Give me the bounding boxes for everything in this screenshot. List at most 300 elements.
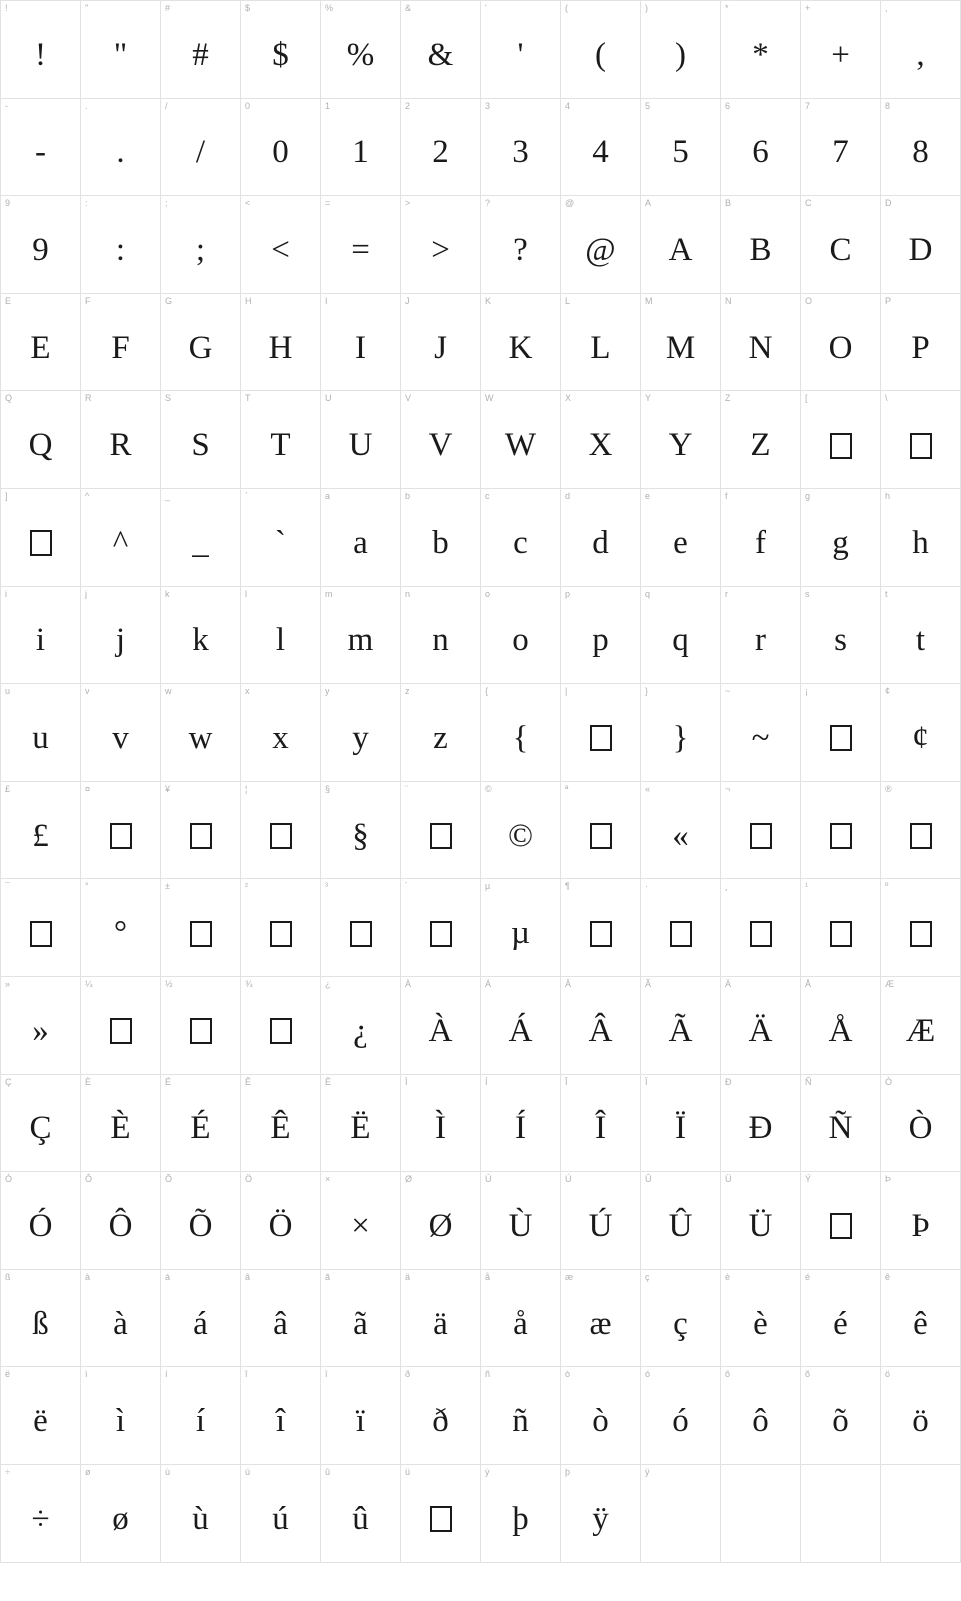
glyph-code-label: × — [325, 1174, 331, 1185]
glyph-preview: k — [192, 622, 209, 659]
glyph-cell[interactable] — [881, 977, 961, 1075]
glyph-cell[interactable] — [401, 879, 481, 977]
glyph-code-label: Ó — [5, 1174, 13, 1185]
glyph-code-label: Ò — [885, 1076, 893, 1087]
glyph-cell[interactable] — [81, 977, 161, 1075]
glyph-preview: Ó — [28, 1207, 53, 1244]
glyph-cell[interactable] — [401, 99, 481, 197]
glyph-cell[interactable] — [81, 391, 161, 489]
glyph-cell[interactable] — [401, 977, 481, 1075]
glyph-preview: q — [672, 622, 689, 659]
glyph-cell[interactable] — [561, 489, 641, 587]
glyph-preview: ê — [913, 1305, 928, 1342]
glyph-preview: I — [355, 329, 366, 366]
glyph-cell[interactable] — [1, 684, 81, 782]
glyph-cell[interactable] — [801, 1367, 881, 1465]
glyph-cell[interactable] — [81, 1, 161, 99]
glyph-cell[interactable] — [1, 1, 81, 99]
glyph-cell[interactable] — [641, 1, 721, 99]
missing-glyph-icon — [561, 879, 640, 976]
glyph-code-label: q — [645, 588, 651, 599]
glyph-cell[interactable] — [481, 587, 561, 685]
glyph-cell[interactable] — [81, 1270, 161, 1368]
glyph-code-label: f — [725, 490, 728, 501]
glyph-cell[interactable] — [801, 782, 881, 880]
glyph-preview: » — [32, 1012, 49, 1049]
glyph-cell[interactable] — [481, 1270, 561, 1368]
glyph-cell[interactable] — [161, 782, 241, 880]
glyph-cell[interactable] — [801, 294, 881, 392]
glyph-cell[interactable] — [161, 99, 241, 197]
glyph-cell[interactable] — [241, 587, 321, 685]
glyph-cell[interactable] — [1, 1465, 81, 1563]
glyph-code-label: d — [565, 490, 571, 501]
glyph-cell[interactable] — [641, 1465, 721, 1563]
glyph-preview: ð — [432, 1403, 449, 1440]
glyph-cell[interactable] — [161, 977, 241, 1075]
glyph-code-label: ä — [405, 1271, 411, 1282]
glyph-code-label: ± — [165, 881, 170, 892]
glyph-cell[interactable] — [321, 1367, 401, 1465]
glyph-preview: 8 — [912, 134, 929, 171]
glyph-cell[interactable] — [161, 294, 241, 392]
glyph-cell[interactable] — [81, 1367, 161, 1465]
glyph-cell[interactable] — [321, 977, 401, 1075]
glyph-cell[interactable] — [881, 391, 961, 489]
glyph-cell[interactable] — [321, 587, 401, 685]
glyph-preview: ^ — [112, 524, 129, 561]
glyph-cell[interactable] — [801, 977, 881, 1075]
glyph-code-label: ì — [85, 1369, 88, 1380]
glyph-cell[interactable] — [241, 684, 321, 782]
glyph-preview: V — [428, 427, 453, 464]
glyph-cell[interactable] — [481, 684, 561, 782]
glyph-cell[interactable] — [401, 1075, 481, 1173]
glyph-cell[interactable] — [81, 782, 161, 880]
glyph-cell[interactable] — [721, 879, 801, 977]
glyph-cell[interactable] — [401, 782, 481, 880]
glyph-cell[interactable] — [721, 1270, 801, 1368]
glyph-preview: £ — [32, 817, 49, 854]
glyph-cell[interactable] — [241, 196, 321, 294]
glyph-cell[interactable] — [561, 1270, 641, 1368]
glyph-preview: Ú — [588, 1207, 613, 1244]
glyph-cell[interactable] — [481, 977, 561, 1075]
glyph-preview: Ö — [268, 1207, 293, 1244]
glyph-cell[interactable] — [561, 1172, 641, 1270]
glyph-preview: µ — [510, 915, 530, 952]
glyph-code-label: Ì — [405, 1076, 408, 1087]
glyph-cell[interactable] — [881, 1465, 961, 1563]
glyph-cell[interactable] — [801, 99, 881, 197]
glyph-code-label: Ô — [85, 1174, 93, 1185]
glyph-cell[interactable] — [881, 587, 961, 685]
glyph-cell[interactable] — [321, 294, 401, 392]
glyph-cell[interactable] — [561, 391, 641, 489]
glyph-code-label: ô — [725, 1369, 731, 1380]
glyph-code-label: x — [245, 686, 250, 697]
glyph-cell[interactable] — [241, 489, 321, 587]
glyph-cell[interactable] — [641, 879, 721, 977]
glyph-preview: Ì — [435, 1110, 446, 1147]
glyph-cell[interactable] — [1, 391, 81, 489]
glyph-preview: K — [508, 329, 533, 366]
glyph-preview: Ü — [748, 1207, 773, 1244]
glyph-code-label: Â — [565, 978, 572, 989]
glyph-preview: ã — [353, 1305, 368, 1342]
glyph-cell[interactable] — [1, 1270, 81, 1368]
glyph-code-label: Ú — [565, 1174, 572, 1185]
glyph-cell[interactable] — [641, 294, 721, 392]
glyph-preview: 0 — [272, 134, 289, 171]
glyph-code-label: , — [885, 3, 888, 13]
glyph-cell[interactable] — [241, 1270, 321, 1368]
glyph-cell[interactable] — [881, 294, 961, 392]
glyph-code-label: í — [165, 1369, 168, 1380]
glyph-cell[interactable] — [641, 782, 721, 880]
glyph-code-label: [ — [805, 393, 808, 404]
glyph-preview: § — [352, 817, 369, 854]
glyph-preview: Ñ — [828, 1110, 853, 1147]
glyph-cell[interactable] — [241, 99, 321, 197]
glyph-cell[interactable] — [721, 391, 801, 489]
glyph-cell[interactable] — [561, 1465, 641, 1563]
glyph-cell[interactable] — [641, 1075, 721, 1173]
glyph-code-label: É — [165, 1076, 172, 1087]
glyph-preview: t — [915, 622, 926, 659]
glyph-code-label: M — [645, 295, 653, 306]
glyph-cell[interactable] — [481, 1, 561, 99]
glyph-cell[interactable] — [161, 1465, 241, 1563]
glyph-cell[interactable] — [721, 489, 801, 587]
glyph-cell[interactable] — [241, 879, 321, 977]
glyph-preview: Å — [828, 1012, 853, 1049]
glyph-code-label: õ — [805, 1369, 811, 1380]
glyph-cell[interactable] — [881, 1075, 961, 1173]
glyph-cell[interactable] — [801, 196, 881, 294]
glyph-cell[interactable] — [401, 1270, 481, 1368]
glyph-cell[interactable] — [641, 1172, 721, 1270]
glyph-cell[interactable] — [241, 1, 321, 99]
glyph-cell[interactable] — [401, 1, 481, 99]
glyph-cell[interactable] — [241, 1172, 321, 1270]
glyph-cell[interactable] — [161, 196, 241, 294]
glyph-cell[interactable] — [241, 294, 321, 392]
glyph-cell[interactable] — [401, 489, 481, 587]
missing-glyph-icon — [161, 879, 240, 976]
glyph-cell[interactable] — [481, 1465, 561, 1563]
glyph-code-label: ó — [645, 1369, 651, 1380]
glyph-code-label: Å — [805, 978, 812, 989]
missing-glyph-icon — [81, 977, 160, 1074]
glyph-code-label: w — [165, 686, 172, 697]
glyph-code-label: ½ — [165, 978, 173, 989]
glyph-code-label: Ø — [405, 1174, 413, 1185]
glyph-cell[interactable] — [561, 684, 641, 782]
glyph-preview: Á — [508, 1012, 533, 1049]
glyph-cell[interactable] — [801, 1270, 881, 1368]
glyph-cell[interactable] — [321, 391, 401, 489]
glyph-cell[interactable] — [321, 1270, 401, 1368]
glyph-cell[interactable] — [1, 977, 81, 1075]
glyph-cell[interactable] — [481, 196, 561, 294]
glyph-code-label: ï — [325, 1369, 328, 1380]
glyph-cell[interactable] — [321, 782, 401, 880]
glyph-cell[interactable] — [801, 489, 881, 587]
glyph-cell[interactable] — [81, 1075, 161, 1173]
glyph-preview: û — [352, 1500, 369, 1537]
glyph-cell[interactable] — [161, 1172, 241, 1270]
glyph-cell[interactable] — [481, 1367, 561, 1465]
glyph-cell[interactable] — [881, 99, 961, 197]
glyph-cell[interactable] — [401, 391, 481, 489]
glyph-cell[interactable] — [561, 879, 641, 977]
glyph-cell[interactable] — [801, 1, 881, 99]
glyph-code-label: b — [405, 490, 411, 501]
glyph-preview: ÿ — [592, 1500, 609, 1537]
glyph-cell[interactable] — [161, 587, 241, 685]
glyph-cell[interactable] — [481, 391, 561, 489]
glyph-cell[interactable] — [881, 684, 961, 782]
glyph-code-label: ¯ — [5, 881, 10, 892]
glyph-cell[interactable] — [481, 489, 561, 587]
glyph-cell[interactable] — [721, 977, 801, 1075]
glyph-cell[interactable] — [401, 1172, 481, 1270]
glyph-cell[interactable] — [161, 1, 241, 99]
glyph-cell[interactable] — [1, 879, 81, 977]
glyph-code-label: ; — [165, 198, 168, 209]
glyph-cell[interactable] — [161, 1270, 241, 1368]
glyph-code-label: j — [85, 588, 87, 599]
missing-glyph-icon — [321, 879, 400, 976]
glyph-preview: J — [434, 329, 447, 366]
glyph-cell[interactable] — [881, 1270, 961, 1368]
glyph-cell[interactable] — [81, 684, 161, 782]
glyph-cell[interactable] — [1, 196, 81, 294]
glyph-code-label: Ü — [725, 1174, 732, 1185]
glyph-cell[interactable] — [721, 1465, 801, 1563]
glyph-cell[interactable] — [401, 587, 481, 685]
glyph-cell[interactable] — [721, 1367, 801, 1465]
glyph-cell[interactable] — [721, 99, 801, 197]
glyph-code-label: n — [405, 588, 411, 599]
glyph-preview: r — [755, 622, 766, 659]
glyph-cell[interactable] — [1, 1367, 81, 1465]
glyph-cell[interactable] — [801, 684, 881, 782]
glyph-cell[interactable] — [881, 879, 961, 977]
glyph-cell[interactable] — [1, 587, 81, 685]
glyph-code-label: ð — [405, 1369, 411, 1380]
glyph-preview: ° — [113, 915, 128, 952]
glyph-cell[interactable] — [721, 684, 801, 782]
glyph-cell[interactable] — [81, 1465, 161, 1563]
glyph-cell[interactable] — [721, 782, 801, 880]
glyph-cell[interactable] — [881, 489, 961, 587]
missing-glyph-icon — [401, 879, 480, 976]
glyph-cell[interactable] — [881, 1367, 961, 1465]
glyph-cell[interactable] — [401, 684, 481, 782]
glyph-cell[interactable] — [1, 294, 81, 392]
glyph-cell[interactable] — [721, 294, 801, 392]
missing-glyph-icon — [801, 684, 880, 781]
glyph-cell[interactable] — [161, 879, 241, 977]
glyph-preview: ¢ — [912, 719, 929, 756]
glyph-code-label: « — [645, 783, 651, 794]
glyph-cell[interactable] — [81, 587, 161, 685]
glyph-preview: Ù — [508, 1207, 533, 1244]
glyph-cell[interactable] — [1, 489, 81, 587]
glyph-cell[interactable] — [721, 1075, 801, 1173]
glyph-cell[interactable] — [321, 99, 401, 197]
glyph-cell[interactable] — [81, 489, 161, 587]
glyph-cell[interactable] — [561, 99, 641, 197]
glyph-cell[interactable] — [481, 1172, 561, 1270]
glyph-code-label: Q — [5, 393, 13, 404]
glyph-cell[interactable] — [321, 684, 401, 782]
glyph-cell[interactable] — [721, 196, 801, 294]
glyph-cell[interactable] — [161, 391, 241, 489]
glyph-cell[interactable] — [481, 99, 561, 197]
glyph-cell[interactable] — [641, 684, 721, 782]
glyph-code-label: Ç — [5, 1076, 12, 1087]
glyph-cell[interactable] — [321, 196, 401, 294]
glyph-preview: Ò — [908, 1110, 933, 1147]
glyph-cell[interactable] — [161, 1075, 241, 1173]
glyph-cell[interactable] — [561, 1075, 641, 1173]
glyph-cell[interactable] — [241, 782, 321, 880]
glyph-preview: i — [35, 622, 46, 659]
glyph-code-label: ¦ — [245, 783, 248, 794]
glyph-preview: ( — [595, 36, 606, 73]
glyph-cell[interactable] — [561, 1367, 641, 1465]
glyph-cell[interactable] — [641, 489, 721, 587]
glyph-cell[interactable] — [561, 587, 641, 685]
glyph-cell[interactable] — [1, 782, 81, 880]
glyph-code-label: ~ — [725, 686, 731, 697]
glyph-cell[interactable] — [241, 1367, 321, 1465]
glyph-code-label: 9 — [5, 198, 11, 209]
glyph-cell[interactable] — [561, 1, 641, 99]
glyph-preview: = — [351, 231, 370, 268]
glyph-cell[interactable] — [481, 294, 561, 392]
glyph-cell[interactable] — [481, 782, 561, 880]
glyph-cell[interactable] — [561, 977, 641, 1075]
glyph-cell[interactable] — [241, 1465, 321, 1563]
glyph-preview: e — [673, 524, 688, 561]
glyph-preview: Ê — [270, 1110, 291, 1147]
glyph-preview: F — [111, 329, 130, 366]
glyph-code-label: ¹ — [805, 881, 808, 892]
glyph-preview: 9 — [32, 231, 49, 268]
glyph-cell[interactable] — [81, 99, 161, 197]
glyph-cell[interactable] — [721, 1172, 801, 1270]
glyph-cell[interactable] — [641, 391, 721, 489]
glyph-code-label: § — [325, 783, 331, 794]
glyph-cell[interactable] — [801, 1172, 881, 1270]
glyph-preview: è — [753, 1305, 768, 1342]
glyph-cell[interactable] — [161, 1367, 241, 1465]
glyph-cell[interactable] — [81, 879, 161, 977]
glyph-preview: % — [346, 36, 375, 73]
missing-glyph-icon — [561, 782, 640, 879]
glyph-code-label: I — [325, 295, 328, 306]
glyph-code-label: \ — [885, 393, 888, 404]
glyph-cell[interactable] — [801, 587, 881, 685]
glyph-cell[interactable] — [401, 196, 481, 294]
glyph-preview: Ï — [675, 1110, 686, 1147]
glyph-cell[interactable] — [561, 196, 641, 294]
glyph-preview: « — [672, 817, 689, 854]
glyph-cell[interactable] — [241, 1075, 321, 1173]
glyph-cell[interactable] — [1, 1172, 81, 1270]
glyph-code-label: + — [805, 3, 811, 13]
glyph-cell[interactable] — [721, 1, 801, 99]
glyph-cell[interactable] — [401, 294, 481, 392]
glyph-cell[interactable] — [881, 1172, 961, 1270]
glyph-cell[interactable] — [161, 684, 241, 782]
glyph-cell[interactable] — [321, 1172, 401, 1270]
glyph-code-label: ç — [645, 1271, 650, 1282]
glyph-cell[interactable] — [321, 1465, 401, 1563]
glyph-preview: 7 — [832, 134, 849, 171]
missing-glyph-icon — [241, 977, 320, 1074]
glyph-cell[interactable] — [321, 1075, 401, 1173]
glyph-cell[interactable] — [641, 1367, 721, 1465]
glyph-cell[interactable] — [401, 1367, 481, 1465]
glyph-cell[interactable] — [801, 391, 881, 489]
glyph-code-label: µ — [485, 881, 491, 892]
glyph-preview: & — [427, 36, 454, 73]
glyph-cell[interactable] — [641, 99, 721, 197]
missing-glyph-icon — [721, 782, 800, 879]
glyph-code-label: E — [5, 295, 12, 306]
glyph-cell[interactable] — [401, 1465, 481, 1563]
glyph-code-label: " — [85, 3, 89, 13]
glyph-cell[interactable] — [1, 99, 81, 197]
glyph-preview: ! — [35, 36, 46, 73]
glyph-cell[interactable] — [561, 294, 641, 392]
glyph-cell[interactable] — [1, 1075, 81, 1173]
glyph-preview: ë — [33, 1403, 48, 1440]
glyph-cell[interactable] — [881, 1, 961, 99]
glyph-cell[interactable] — [241, 391, 321, 489]
glyph-cell[interactable] — [481, 1075, 561, 1173]
glyph-preview: 3 — [512, 134, 529, 171]
glyph-cell[interactable] — [321, 1, 401, 99]
glyph-cell[interactable] — [81, 294, 161, 392]
glyph-cell[interactable] — [801, 1465, 881, 1563]
glyph-cell[interactable] — [721, 587, 801, 685]
glyph-cell[interactable] — [241, 977, 321, 1075]
glyph-cell[interactable] — [801, 1075, 881, 1173]
glyph-cell[interactable] — [81, 196, 161, 294]
glyph-preview: > — [431, 231, 450, 268]
glyph-cell[interactable] — [641, 1270, 721, 1368]
glyph-cell[interactable] — [641, 977, 721, 1075]
glyph-cell[interactable] — [881, 782, 961, 880]
glyph-cell[interactable] — [481, 879, 561, 977]
glyph-cell[interactable] — [641, 196, 721, 294]
glyph-cell[interactable] — [321, 879, 401, 977]
glyph-cell[interactable] — [161, 489, 241, 587]
glyph-cell[interactable] — [321, 489, 401, 587]
glyph-cell[interactable] — [881, 196, 961, 294]
glyph-cell[interactable] — [801, 879, 881, 977]
glyph-cell[interactable] — [641, 587, 721, 685]
glyph-preview — [801, 1465, 880, 1562]
glyph-cell[interactable] — [81, 1172, 161, 1270]
glyph-cell[interactable] — [561, 782, 641, 880]
